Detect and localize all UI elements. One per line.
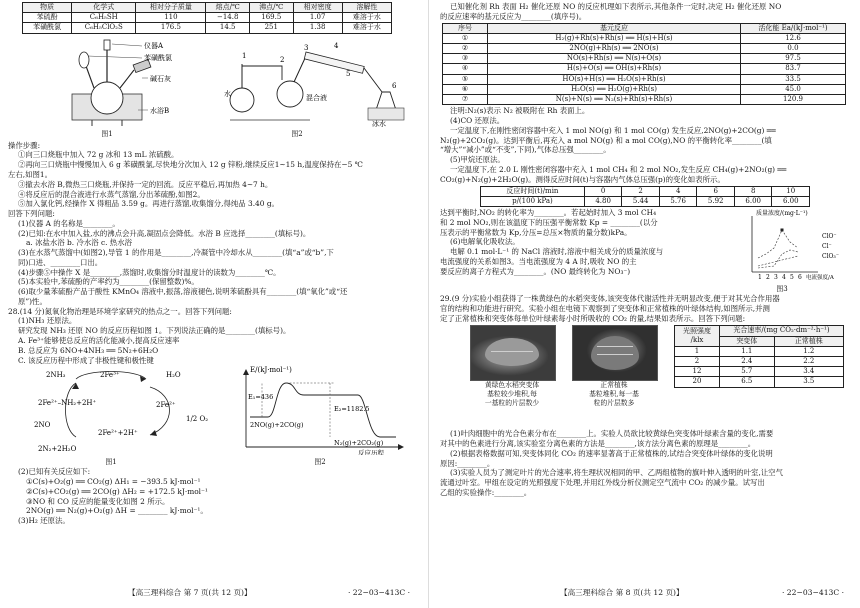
table-cell: p/(100 kPa): [481, 196, 585, 206]
table-row: [443, 33, 846, 43]
table-header: 序号: [443, 23, 488, 33]
q28-figure-1: [26, 365, 226, 467]
figure-3: [742, 208, 850, 294]
question-line: 同)口进、________口出。: [18, 257, 103, 267]
question-line: 对其中的色素进行分离,该实验室分离色素的方法是________,该方法分离色素的原理是________。: [440, 439, 756, 449]
table-cell: N(s)+N(s) ══ N₂(s)+Rh(s)+Rh(s): [488, 95, 741, 105]
table-header: 相对分子质量: [136, 3, 206, 13]
table-cell: 10: [772, 186, 810, 196]
energy-axis-label: E/(kJ·mol⁻¹): [250, 366, 292, 375]
figure-3-caption: 图3: [776, 284, 788, 293]
label-soda-lime: 碱石灰: [150, 74, 171, 83]
question-line: (3)实验人员为了测定叶片的光合速率,将生理状况相同的甲、乙两组植物的旗叶伸入透明的叶室,让空气: [450, 468, 783, 478]
table-cell: 5.44: [622, 196, 660, 206]
table-header: 溶解性: [342, 3, 391, 13]
cycle-label: 2Fe²⁺: [156, 401, 176, 410]
table-header: 熔点/℃: [206, 3, 250, 13]
energy-profile-diagram: [230, 365, 410, 455]
label-instrument-a: 仪器A: [144, 41, 164, 50]
table-cell: 反应时间(t)/min: [481, 186, 585, 196]
reaction-cycle-diagram: [26, 365, 226, 455]
table-cell: HO(s)+H(s) ══ H₂O(s)+Rh(s): [488, 74, 741, 84]
table-header: 突变体: [720, 336, 775, 346]
table-cell: ④: [443, 64, 488, 74]
table-row: [443, 64, 846, 74]
table-cell: 苯硫酚: [23, 13, 72, 23]
table-header: 沸点/℃: [249, 3, 293, 13]
label-water: 水: [224, 89, 231, 98]
table-row: [23, 23, 392, 33]
table-cell: 1: [675, 346, 720, 356]
table-header: 相对密度: [293, 3, 342, 13]
text-line: ②再向三口烧瓶中慢慢加入 6 g 苯磺酰氯,尽快地分次加入 12 g 锌粉,继续反应1~15 h,温度保持在−5 ℃: [18, 160, 363, 170]
equation-line: ②C(s)+CO₂(g) ══ 2CO(g) ΔH₂ = +172.5 kJ·mol⁻¹: [26, 486, 208, 496]
text-line: ④将反应后的混合液进行水蒸气蒸馏,分出苯硫酚,如图2。: [18, 189, 205, 199]
table-row: [675, 357, 844, 367]
table-cell: 1.1: [720, 346, 775, 356]
energy-label: N₂(g)+2CO₂(g): [334, 439, 384, 448]
table-cell: 2.2: [774, 357, 843, 367]
table-header: 光合速率/(mg CO₂·dm⁻²·h⁻¹): [720, 326, 844, 336]
fig3-tick: 5: [790, 274, 794, 281]
equation-line: ①C(s)+O₂(g) ══ CO₂(g) ΔH₁ = −393.5 kJ·mol⁻¹: [26, 477, 201, 487]
q28-figure-2-caption: 图2: [314, 458, 326, 467]
text-line: 官的结构和功能进行研究。实验小组在电镜下观察到了突变体和正常植株的叶绿体结构,如图所示,并测: [440, 303, 770, 313]
left-page-footer: [8, 588, 418, 602]
table-cell: 6.5: [720, 377, 775, 387]
question-line: (1)仪器 A 的名称是________。: [18, 218, 120, 228]
flask-apparatus-diagram: [42, 36, 212, 128]
table-row: [675, 346, 844, 356]
table-row: [443, 54, 846, 64]
label-ice-water: 冰水: [372, 119, 386, 128]
question-line: (4)CO 还原法。: [450, 116, 505, 126]
equation-line: 2NO(g) ══ N₂(g)+O₂(g) ΔH = ________ kJ·mol⁻¹。: [26, 506, 208, 516]
table-cell: 251: [249, 23, 293, 33]
table-cell: 33.5: [741, 74, 846, 84]
q29-figures: [440, 325, 852, 429]
label-water-bath-b: 水浴B: [150, 106, 170, 115]
text-line: 操作步骤:: [8, 140, 41, 150]
table-cell: ②: [443, 44, 488, 54]
table-row: [23, 13, 392, 23]
normal-micrograph: [572, 325, 668, 408]
table-cell: 3.5: [774, 377, 843, 387]
label-sulfonyl-chloride: 苯磺酰氯: [144, 53, 172, 62]
table-cell: 苯磺酰氯: [23, 23, 72, 33]
question-heading: 29.(9 分)实验小组获得了一株黄绿色的水稻突变体,该突变体代谢活性并无明显改变,便于对其光合作用器: [440, 294, 780, 303]
table-cell: 45.0: [741, 84, 846, 94]
label-tube-1: 1: [242, 51, 247, 60]
question-line: (5)甲烷还原法。: [450, 155, 505, 165]
text-line: 定了正常植株和突变体每单位叶绿素每小时所吸收的 CO₂ 的量,结果如表所示。回答下列问题:: [440, 313, 746, 323]
cycle-label: 1/2 O₂: [186, 415, 209, 424]
text-line: CO₂(g)+N₂(g)+2H₂O(g)。测得反应时间(t)与容器内气体总压强(p)的变化如表所示。: [440, 174, 725, 184]
energy-label: E₂=1182.5: [334, 405, 370, 414]
question-line: (6)取少量苯硫酚产品于酸性 KMnO₄ 溶液中,振荡,溶液褪色,说明苯硫酚具有________(填“氧化”或“还: [18, 287, 348, 297]
table-cell: 2.4: [720, 357, 775, 367]
label-port-4: 4: [334, 41, 339, 50]
properties-table: [22, 2, 392, 34]
table-cell: 0.0: [741, 44, 846, 54]
table-row: [481, 186, 810, 196]
table-cell: 5.92: [697, 196, 735, 206]
right-page-footer: [440, 588, 852, 602]
table-cell: −14.8: [206, 13, 250, 23]
table-cell: ⑥: [443, 84, 488, 94]
q28-part-2: [8, 467, 418, 526]
question-line: (2)已知有关反应如下:: [18, 467, 91, 477]
label-tube-2: 2: [280, 55, 285, 64]
question-line: (2)根据表格数据可知,突变体同化 CO₂ 的速率显著高于正常植株的,试结合突变体叶绿体的变化说明: [450, 448, 773, 458]
reaction-path-axis-label: 反应历程: [358, 449, 384, 456]
table-cell: H₂O(s) ══ H₂O(g)+Rh(s): [488, 84, 741, 94]
table-cell: 12.6: [741, 33, 846, 43]
table-cell: 14.5: [206, 23, 250, 33]
text-line: 和 2 mol NO₂,则在该温度下的压强平衡常数 Kp = ________(以分: [440, 217, 658, 227]
text-line: 电流强度的关系如图3。当电流强度为 4 A 时,吸收 NO 的主: [440, 256, 637, 266]
table-cell: 176.5: [136, 23, 206, 33]
text-line: 一定温度下,在刚性密闭容器中充入 1 mol NO(g) 和 1 mol CO(g) 发生反应,2NO(g)+2CO(g) ══: [450, 125, 776, 135]
q28-part-5-6: [440, 208, 852, 294]
photosynthesis-rate-table: [674, 325, 844, 387]
mechanism-table: [442, 23, 846, 106]
question-line: (3)在水蒸气蒸馏中(如图2),导管 1 的作用是________,冷凝管中冷却水从________(填“a”或“b”,下: [18, 248, 334, 258]
text-line: ⑤加入氯化钙,经操作 X 得粗品 3.59 g。再进行蒸馏,收集馏分,得纯品 3.40 g。: [18, 199, 279, 209]
fig3-tick: 2: [766, 274, 770, 281]
cycle-label: 2Fe²⁺–NH₂+2H⁺: [38, 399, 97, 408]
steam-distillation-diagram: [222, 36, 412, 128]
table-cell: 20: [675, 377, 720, 387]
table-cell: 2NO(g)+Rh(s) ══ 2NO(s): [488, 44, 741, 54]
label-tube-3: 3: [304, 43, 309, 52]
equation-line: ③NO 和 CO 反应的能量变化如图 2 所示。: [26, 496, 170, 506]
question-line: 原”)性。: [18, 296, 47, 306]
table-cell: 5.7: [720, 367, 775, 377]
table-cell: C₆H₅ClO₂S: [72, 23, 136, 33]
table-cell: ⑤: [443, 74, 488, 84]
table-header: 正常植株: [774, 336, 843, 346]
table-cell: 6.00: [772, 196, 810, 206]
table-cell: 169.5: [249, 13, 293, 23]
table-row: [675, 367, 844, 377]
cycle-label: H₂O: [166, 371, 181, 380]
table-cell: C₆H₅SH: [72, 13, 136, 23]
text-line: 的反应速率的基元反应为________(填序号)。: [440, 11, 587, 21]
fig3-tick: 1: [758, 274, 762, 281]
table-row: [443, 95, 846, 105]
table-cell: 110: [136, 13, 206, 23]
fig3-tick: 3: [774, 274, 778, 281]
fig3-legend-item: ClO₃⁻: [822, 253, 840, 260]
option-line: B. 总反应为 6NO+4NH₃ ══ 5N₂+6H₂O: [18, 345, 159, 355]
table-header-row: [675, 326, 844, 336]
table-cell: 83.7: [741, 64, 846, 74]
fig3-tick: 4: [782, 274, 786, 281]
concentration-vs-current-chart: [742, 208, 850, 284]
table-cell: 12: [675, 367, 720, 377]
cycle-label: 2Fe²⁺+2H⁺: [98, 429, 138, 438]
page-number: 【高三理科综合 第 8 页(共 12 页)】: [560, 588, 684, 597]
figure-1-caption: 图1: [101, 130, 113, 139]
text-line: 注明:N₂(s)表示 N₂ 被吸附在 Rh 表面上。: [450, 106, 590, 116]
text-line: ①向三口烧瓶中加入 72 g 冰和 13 mL 浓硫酸。: [18, 150, 179, 160]
table-header: 基元反应: [488, 23, 741, 33]
figure-2-caption: 图2: [291, 130, 303, 139]
question-line: (4)步骤⑤中操作 X 是________,蒸馏时,收集馏分时温度计的读数为________℃。: [18, 267, 281, 277]
label-6: 6: [392, 81, 397, 90]
table-cell: NO(s)+Rh(s) ══ N(s)+O(s): [488, 54, 741, 64]
table-cell: ①: [443, 33, 488, 43]
option-line: C. 该反应历程中形成了非极性键和极性键: [18, 355, 154, 365]
fig3-x-axis-label: 电流强度/A: [806, 275, 834, 281]
energy-label: 2NO(g)+2CO(g): [250, 421, 304, 430]
question-line: 研究发现 NH₃ 还原 NO 的反应历程如图 1。下列说法正确的是________(填标号)。: [18, 326, 291, 336]
table-cell: H₂(g)+Rh(s)+Rh(s) ══ H(s)+H(s): [488, 33, 741, 43]
table-cell: 2: [622, 186, 660, 196]
table-row: [481, 196, 810, 206]
text-line: 回答下列问题:: [8, 209, 55, 219]
text-line: 已知催化剂 Rh 表面 H₂ 催化还原 NO 的反应机理如下表所示,其他条件一定时,决定 H₂ 催化还原 NO: [450, 2, 782, 11]
table-cell: 5.76: [659, 196, 697, 206]
question-line: (1)叶肉细胞中的光合色素分布在________上。实验人员欲比较黄绿色突变体叶绿素含量的变化,需要: [450, 429, 774, 439]
table-header: 光照强度 /klx: [675, 326, 720, 346]
q28-figure-2: [230, 365, 410, 467]
table-cell: ⑦: [443, 95, 488, 105]
table-cell: 6: [697, 186, 735, 196]
cycle-label: 2NH₃: [46, 371, 66, 380]
q28-figure-1-caption: 图1: [105, 458, 117, 467]
text-line: 达到平衡时,NO₂ 的转化率为________。若起始时加入 3 mol CH₄: [440, 208, 657, 217]
question-line: (3)H₂ 还原法。: [18, 516, 70, 526]
text-line: 一定温度下,在 2.0 L 刚性密闭容器中充入 1 mol CH₄ 和 2 mol NO₂,发生反应 CH₄(g)+2NO₂(g) ══: [450, 165, 787, 174]
table-cell: 120.9: [741, 95, 846, 105]
page-divider: [428, 0, 429, 608]
table-cell: H(s)+O(s) ══ OH(s)+Rh(s): [488, 64, 741, 74]
table-cell: 6.00: [734, 196, 772, 206]
table-row: [443, 74, 846, 84]
text-line: 左右,如图1。: [8, 170, 53, 179]
mutant-chloroplast-image: [470, 325, 556, 381]
table-header: 物质: [23, 3, 72, 13]
table-cell: 难溶于水: [342, 13, 391, 23]
exam-code: · 22−03−413C ·: [347, 588, 410, 597]
normal-caption: 正常植株 基粒堆积,每一基 粒的片层数多: [589, 381, 639, 408]
fig3-legend-item: ClO⁻: [822, 233, 837, 240]
fig3-legend-item: Cl⁻: [822, 243, 832, 250]
text-line: 要反应的离子方程式为________。(NO 最终转化为 NO₃⁻): [440, 266, 631, 276]
fig3-y-axis-label: 质量浓度/(mg·L⁻¹): [756, 210, 808, 217]
apparatus-figures: [8, 36, 418, 140]
option-line: a. 冰盐水浴 b. 冷水浴 c. 热水浴: [26, 238, 132, 248]
cycle-label: 2N₂+2H₂O: [38, 445, 77, 454]
table-cell: 1.2: [774, 346, 843, 356]
question-line: (2)已知:在水中加入盐,水的沸点会升高,凝固点会降低。水浴 B 应选择________(填标号)。: [18, 228, 311, 238]
text-line: 压表示的平衡常数为 Kp,分压=总压×物质的量分数)kPa。: [440, 227, 632, 237]
pressure-table: [480, 186, 810, 207]
table-row: [675, 377, 844, 387]
table-row: [443, 84, 846, 94]
text-line: 电解 0.1 mol·L⁻¹ 的 NaCl 溶液时,溶液中相关成分的质量浓度与: [450, 247, 664, 257]
table-header: 化学式: [72, 3, 136, 13]
procedure-text: [8, 141, 418, 366]
cycle-label: 2NO: [34, 421, 51, 430]
text-line: N₂(g)+2CO₂(g)。达到平衡后,再充入 a mol NO(g) 和 a mol CO(g),NO 的平衡转化率________(填: [440, 135, 772, 145]
table-cell: 4: [659, 186, 697, 196]
label-port-5: 5: [346, 69, 351, 78]
mutant-micrograph: [470, 325, 566, 408]
table-cell: 3.4: [774, 367, 843, 377]
q29-questions: [440, 429, 852, 497]
question-line: 乙组的实验操作:________。: [440, 487, 532, 497]
text-line: ③撤去水浴 B,微热三口烧瓶,并保持一定的回流。反应平稳后,再加热 4~7 h。: [18, 179, 273, 189]
table-cell: 0: [584, 186, 622, 196]
left-page: [8, 2, 418, 602]
fig3-tick: 6: [798, 274, 802, 281]
option-line: A. Fe³⁺能够使总反应的活化能减小,提高反应速率: [18, 336, 180, 346]
table-cell: 1.38: [293, 23, 342, 33]
table-header: 活化能 Ea/(kJ·mol⁻¹): [741, 23, 846, 33]
table-cell: 1.07: [293, 13, 342, 23]
q28-figures: [8, 365, 418, 467]
question-line: (1)NH₃ 还原法。: [18, 316, 77, 326]
table-cell: 97.5: [741, 54, 846, 64]
table-cell: 8: [734, 186, 772, 196]
table-header-row: [443, 23, 846, 33]
question-heading: 28.(14 分)氮氧化物治理是环境学家研究的热点之一。回答下列问题:: [8, 306, 232, 316]
figure-1: [42, 36, 212, 140]
cycle-label: 2Fe³⁺: [100, 371, 120, 380]
page-number: 【高三理科综合 第 7 页(共 12 页)】: [128, 588, 252, 597]
energy-label: E₁=436: [248, 393, 274, 402]
normal-chloroplast-image: [572, 325, 658, 381]
table-cell: 2: [675, 357, 720, 367]
table-cell: ③: [443, 54, 488, 64]
table-header-row: [23, 3, 392, 13]
table-cell: 4.80: [584, 196, 622, 206]
table-cell: 难溶于水: [342, 23, 391, 33]
question-line: 原因:________。: [440, 458, 495, 468]
text-line: “增大”“减小”或“不变”,下同),气体总压强________。: [440, 145, 611, 155]
label-mixture: 混合液: [306, 93, 327, 102]
exam-code: · 22−03−413C ·: [781, 588, 844, 597]
question-line: 流通过叶室。甲组在设定的光照强度下处理,并用红外线分析仪测定空气流中 CO₂ 的减少量。试写出: [440, 478, 765, 488]
question-line: (6)电解氧化吸收法。: [450, 237, 520, 247]
question-line: (5)本实验中,苯硫酚的产率约为________(保留整数)%。: [18, 277, 199, 287]
mutant-caption: 黄绿色水稻突变体 基粒较少堆积,每 一基粒的片层数少: [484, 381, 540, 408]
table-row: [443, 44, 846, 54]
figure-2: [222, 36, 412, 140]
right-page: [440, 2, 852, 602]
